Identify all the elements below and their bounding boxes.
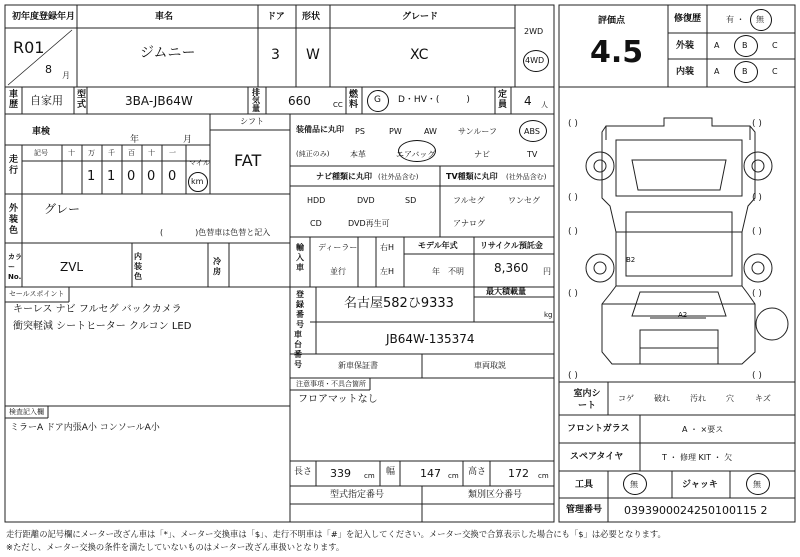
odo-unit: km xyxy=(191,177,204,186)
right-h: 右H xyxy=(380,243,395,252)
model-designation-label: 型式指定番号 xyxy=(330,490,385,500)
plate: 名古屋582ひ9333 xyxy=(344,296,454,311)
eq-abs: ABS xyxy=(524,127,540,136)
import-label: 輸入車 xyxy=(296,243,304,272)
exterior-color: グレー xyxy=(44,202,81,216)
recycle-label: リサイクル預託金 xyxy=(480,241,543,250)
tv-head: TV種類に丸印 xyxy=(446,172,498,181)
footer-line-1: 走行距離の記号欄にメーター改ざん車は「*」、メーター交換車は「$」、走行不明車は「#」を記入してください。メーター交換で合算表示した場合にも「$」は必要となります。 xyxy=(6,529,666,539)
color-no: ZVL xyxy=(60,260,84,274)
seat-opt-5: キズ xyxy=(755,394,771,403)
displacement-label: 排気量 xyxy=(252,88,260,113)
tv-sub: (社外品含む) xyxy=(506,173,547,181)
recycle-fee: 8,360 xyxy=(494,261,529,275)
max-load-label: 最大積載量 xyxy=(486,287,526,296)
drive-4wd: 4WD xyxy=(525,56,545,65)
car-diagram xyxy=(586,118,788,364)
sales-point-1: キーレス ナビ フルセグ バックカメラ xyxy=(13,304,182,315)
odo-digit-0: 1 xyxy=(87,169,96,184)
odo-digit-1: 1 xyxy=(107,169,116,184)
shift: FAT xyxy=(234,151,262,170)
chassis-label: 車台番号 xyxy=(294,330,302,369)
door-label: ドア xyxy=(267,12,285,22)
grade-label: グレード xyxy=(402,12,439,22)
first-reg-label: 初年度登録年月 xyxy=(12,12,76,22)
drive-2wd: 2WD xyxy=(524,27,544,36)
height-unit: cm xyxy=(538,472,549,480)
seat-opt-4: 穴 xyxy=(726,394,734,403)
navi-sub: (社外品含む) xyxy=(378,173,419,181)
inspector-notes: ミラーA ドア内張A小 コンソールA小 xyxy=(10,423,160,433)
int-c: C xyxy=(772,67,778,76)
width: 147 xyxy=(420,467,441,480)
diagram-a2: A2 xyxy=(678,311,688,319)
windshield-opts: A ・ ×要ス xyxy=(682,425,724,434)
seat-label: 室内シート xyxy=(573,389,601,411)
body-type-label: 車歴 xyxy=(9,90,19,110)
svg-text:( ): ( ) xyxy=(568,371,578,381)
navi-cd: CD xyxy=(310,219,322,228)
kg-unit: kg xyxy=(544,311,553,319)
eq-tv: TV xyxy=(527,150,538,159)
jack-none: 無 xyxy=(753,480,761,489)
vehicle-name: ジムニー xyxy=(140,45,196,61)
odo-head-2: 万 xyxy=(88,149,95,157)
sales-points-label: セールスポイント xyxy=(9,290,65,298)
fuel-label: 燃料 xyxy=(349,90,359,110)
seat-opt-2: 破れ xyxy=(654,394,670,403)
odo-head-1: 十 xyxy=(68,149,75,157)
odo-head-0: 記号 xyxy=(34,149,48,157)
equipment-label: 装備品に丸印 xyxy=(296,125,344,134)
model: 3BA-JB64W xyxy=(125,94,193,108)
eq-aw: AW xyxy=(424,127,437,136)
repair-opts: 有 ・ xyxy=(726,15,745,24)
color-no-label: カラーNo. xyxy=(8,253,22,281)
width-label: 幅 xyxy=(386,467,396,477)
exterior-label: 外装 xyxy=(676,41,695,51)
length-unit: cm xyxy=(364,472,375,480)
sales-point-2: 衝突軽減 シートヒーター クルコン LED xyxy=(13,321,192,332)
left-h: 左H xyxy=(380,267,395,276)
inspector-label: 検査記入欄 xyxy=(9,408,44,416)
reg-no-label: 登録番号 xyxy=(296,290,304,329)
windshield-label: フロントガラス xyxy=(567,424,630,434)
doors: 3 xyxy=(271,47,280,63)
odo-head-3: 千 xyxy=(108,149,115,157)
equipment-sub: (純正のみ) xyxy=(296,150,330,158)
height: 172 xyxy=(508,467,529,480)
svg-text:( ): ( ) xyxy=(568,193,578,203)
use: 自家用 xyxy=(30,94,63,107)
capacity: 4 xyxy=(524,94,532,108)
ext-b: B xyxy=(742,41,748,50)
svg-text:( ): ( ) xyxy=(568,119,578,129)
ac-label: 冷房 xyxy=(213,257,221,276)
tools-none: 無 xyxy=(630,480,638,489)
odo-head-6: 一 xyxy=(169,149,176,157)
tv-oneseg: ワンセグ xyxy=(508,196,540,205)
eq-airbag: エアバッグ xyxy=(396,150,436,159)
odo-head-5: 十 xyxy=(148,149,155,157)
inspection-month-char: 月 xyxy=(183,135,193,145)
month-unit: 月 xyxy=(62,71,70,80)
repair-label: 修復歴 xyxy=(674,14,702,24)
cc-unit: CC xyxy=(333,101,343,109)
odo-digit-4: 0 xyxy=(168,169,177,184)
eval-score: 4.5 xyxy=(590,35,644,70)
svg-text:( ): ( ) xyxy=(568,227,578,237)
footer-line-2: ※ただし、メーター交換の条件を満たしていないものはメーター改ざん車扱いとなります。 xyxy=(6,542,345,552)
navi-sd: SD xyxy=(405,196,417,205)
svg-text:( ): ( ) xyxy=(752,289,762,299)
reg-year: R01 xyxy=(13,38,45,57)
diagram-b2: B2 xyxy=(626,256,636,264)
navi-dvd-play: DVD再生可 xyxy=(348,219,390,228)
tv-fullseg: フルセグ xyxy=(453,196,485,205)
svg-text:( ): ( ) xyxy=(752,371,762,381)
chassis: JB64W-135374 xyxy=(386,332,475,346)
svg-text:( ): ( ) xyxy=(752,193,762,203)
shape: W xyxy=(306,47,320,63)
jack-label: ジャッキ xyxy=(682,480,718,490)
displacement: 660 xyxy=(288,94,311,108)
navi-hdd: HDD xyxy=(307,196,326,205)
svg-text:( ): ( ) xyxy=(752,227,762,237)
model-year-label: モデル年式 xyxy=(418,241,458,250)
inspection-year-char: 年 xyxy=(130,135,140,145)
model-year: 年 不明 xyxy=(432,267,464,276)
eq-leather: 本革 xyxy=(350,150,366,159)
mile-label: マイル xyxy=(189,159,210,167)
new-warranty: 新車保証書 xyxy=(338,361,378,370)
navi-dvd: DVD xyxy=(357,196,375,205)
color-note: ( )色替車は色替と記入 xyxy=(160,228,271,237)
seat-opt-3: 汚れ xyxy=(690,394,706,403)
seat-opt-1: コゲ xyxy=(618,394,634,403)
caution-label: 注意事項・不具合箇所 xyxy=(296,380,366,388)
caution: フロアマットなし xyxy=(298,394,378,405)
fuel-g: G xyxy=(374,95,381,105)
persons-unit: 人 xyxy=(541,101,548,109)
category-no-label: 類別区分番号 xyxy=(468,490,523,500)
dealer: ディーラー xyxy=(318,243,358,252)
length-label: 長さ xyxy=(294,467,313,477)
odometer-label: 走行 xyxy=(9,155,19,176)
model-label: 型式 xyxy=(77,90,87,110)
width-unit: cm xyxy=(448,472,459,480)
odo-digit-2: 0 xyxy=(127,169,136,184)
tools-label: 工具 xyxy=(575,480,594,490)
eval-label: 評価点 xyxy=(598,16,626,26)
eq-ps: PS xyxy=(355,127,365,136)
mgmt-label: 管理番号 xyxy=(566,505,603,515)
length: 339 xyxy=(330,467,351,480)
mgmt-no: 0393900024250100115 2 xyxy=(624,504,768,517)
odo-head-4: 百 xyxy=(128,149,135,157)
shape-label: 形状 xyxy=(302,12,321,22)
eq-sunroof: サンルーフ xyxy=(458,127,497,136)
exterior-color-label: 外装色 xyxy=(9,204,19,236)
eq-navi: ナビ xyxy=(474,150,490,159)
svg-text:( ): ( ) xyxy=(752,119,762,129)
manual: 車両取説 xyxy=(474,361,506,370)
svg-text:( ): ( ) xyxy=(568,289,578,299)
tv-analog: アナログ xyxy=(453,219,485,228)
repair-sel: 無 xyxy=(756,15,764,24)
ext-a: A xyxy=(714,41,720,50)
interior-color-label: 内装色 xyxy=(134,252,142,281)
ext-c: C xyxy=(772,41,778,50)
int-b: B xyxy=(742,67,748,76)
capacity-label: 定員 xyxy=(498,90,508,110)
reg-month: 8 xyxy=(45,63,52,76)
shift-label: シフト xyxy=(240,117,264,126)
fuel-rest: D・HV・( ) xyxy=(398,95,470,105)
odo-digit-3: 0 xyxy=(147,169,156,184)
parallel: 並行 xyxy=(330,267,346,276)
yen-unit: 円 xyxy=(543,267,551,276)
inspection-label: 車検 xyxy=(32,127,51,137)
spare-opts: T ・ 修理 KIT ・ 欠 xyxy=(662,453,733,462)
eq-pw: PW xyxy=(389,127,402,136)
navi-head: ナビ種類に丸印 xyxy=(316,172,372,181)
name-label: 車名 xyxy=(155,12,174,22)
int-a: A xyxy=(714,67,720,76)
height-label: 高さ xyxy=(468,467,487,477)
grade: XC xyxy=(410,47,429,63)
spare-label: スペアタイヤ xyxy=(570,452,624,462)
interior-label: 内装 xyxy=(676,67,695,77)
